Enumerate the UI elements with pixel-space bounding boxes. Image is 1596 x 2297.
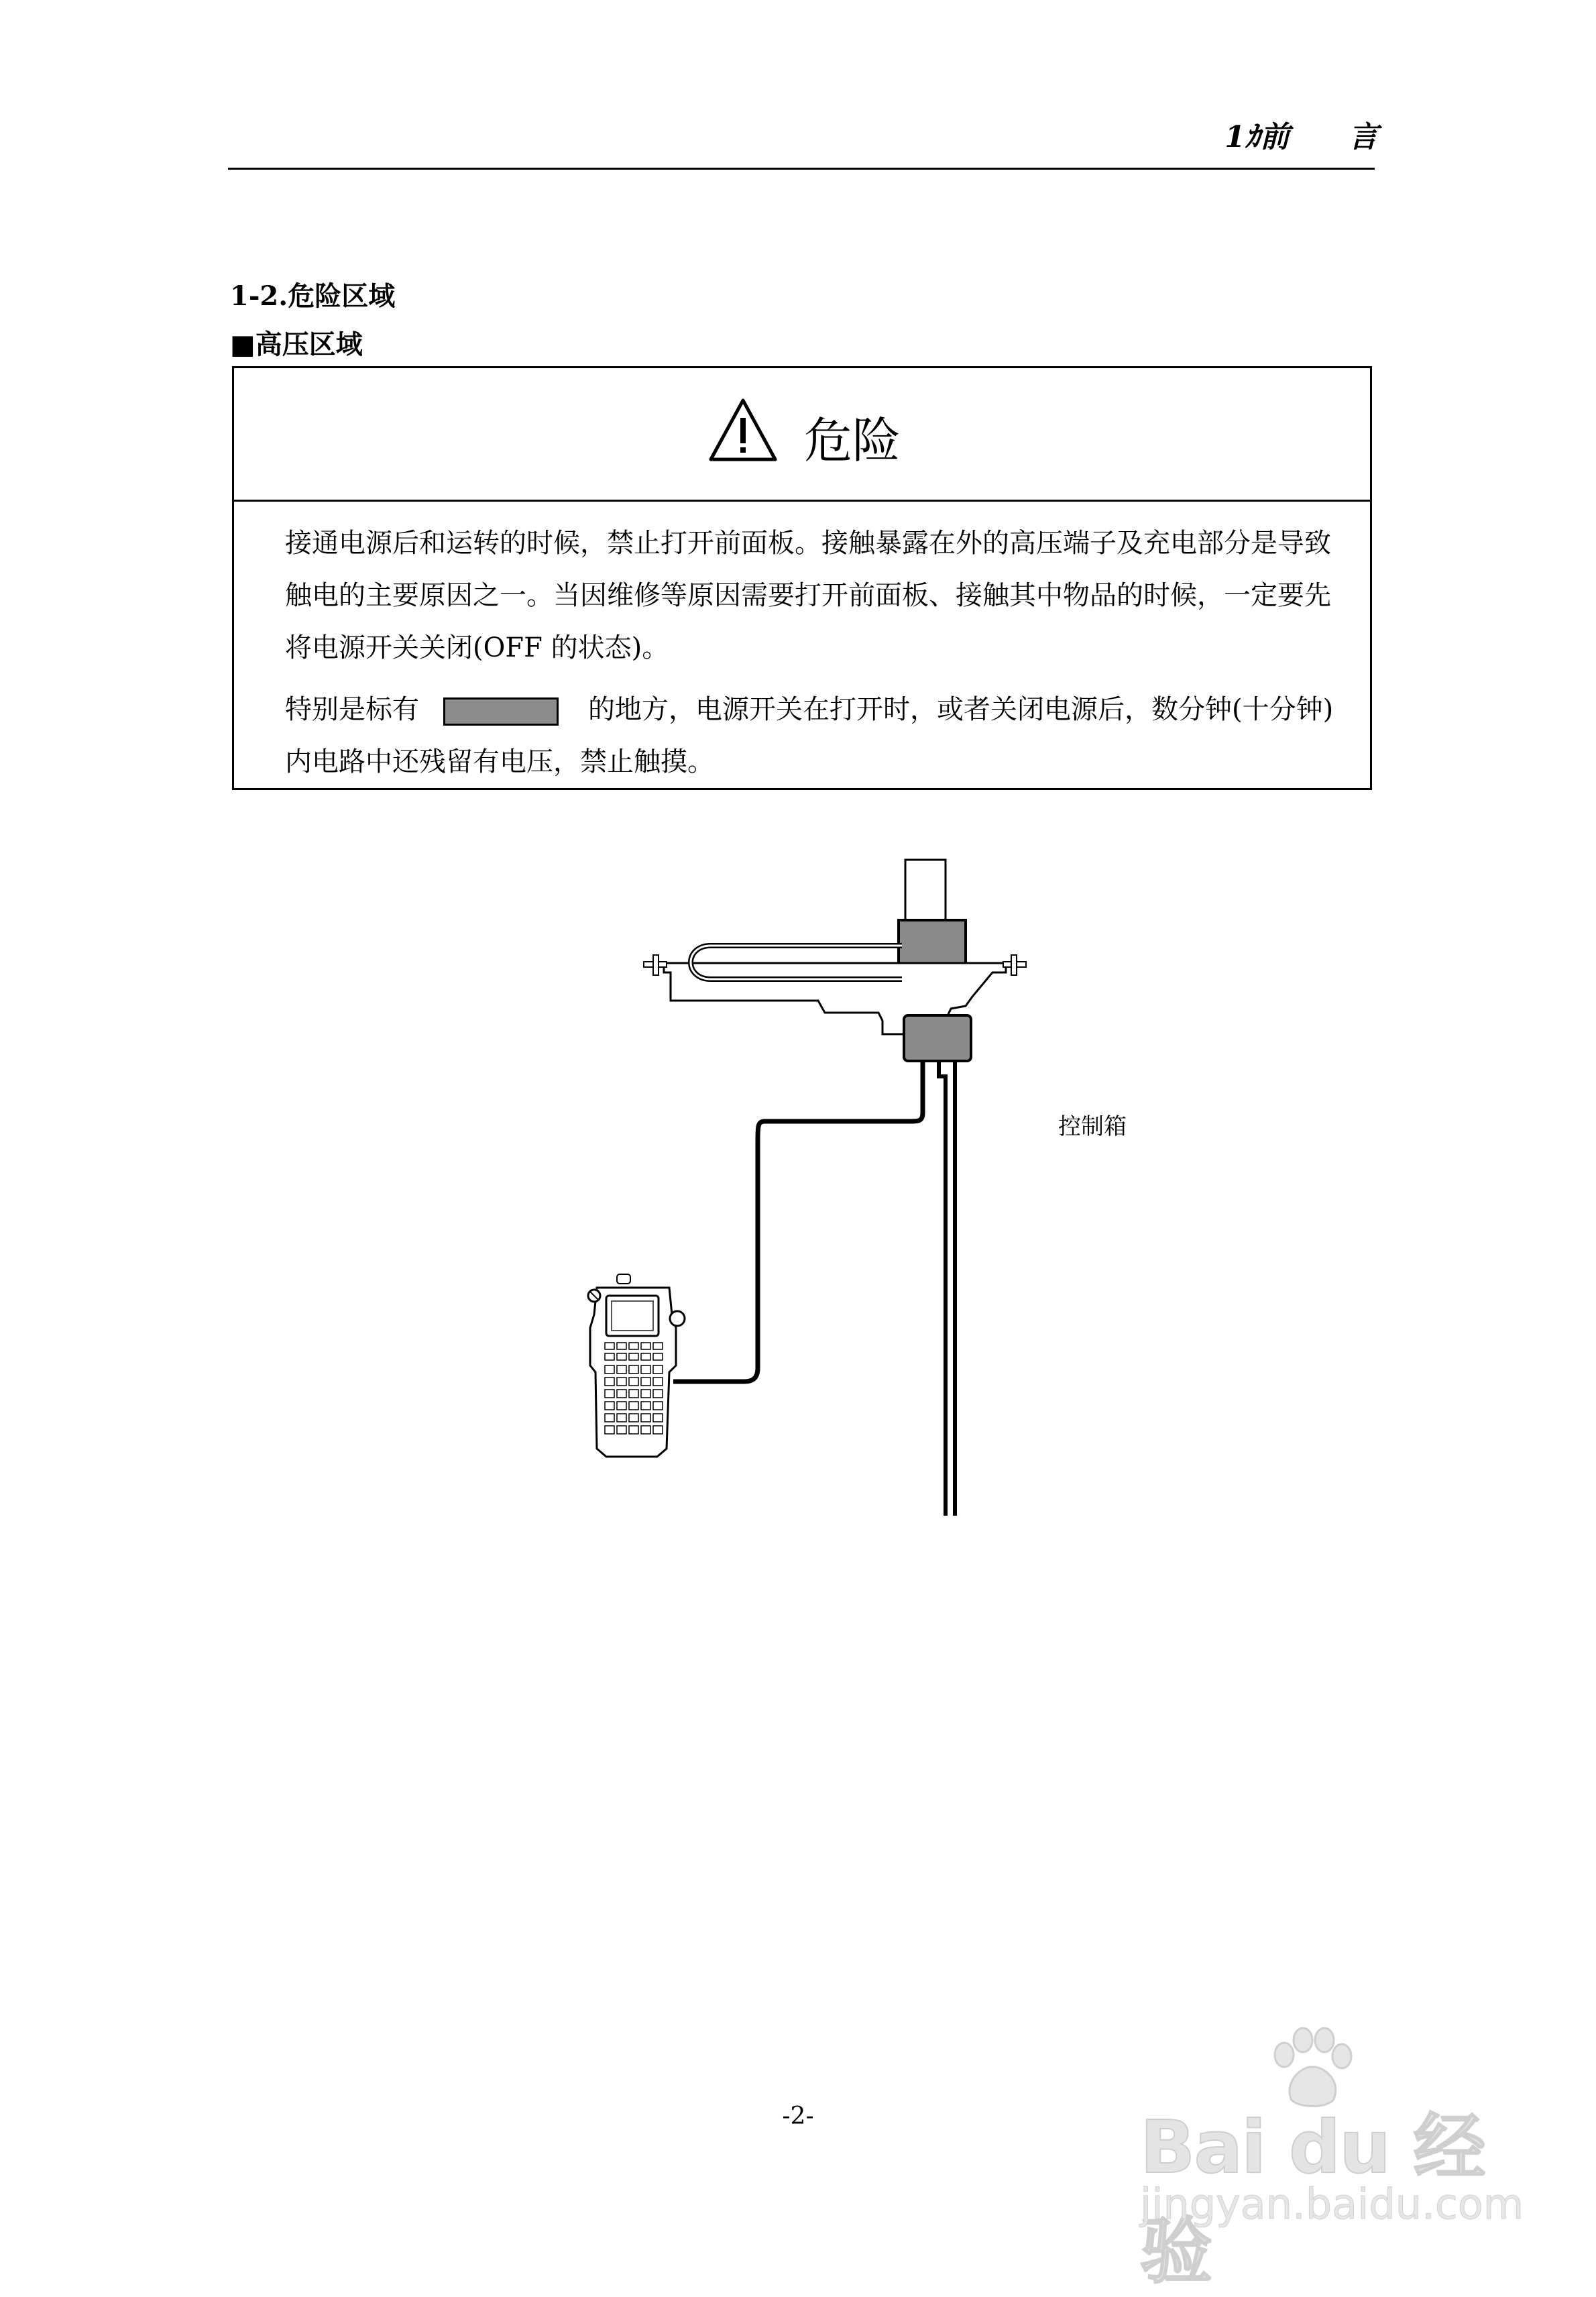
section-title: 1-2.危险区域 (230, 280, 396, 312)
control-box-label: 控制箱 (1058, 1113, 1127, 1140)
danger-paragraph-2 (285, 683, 1345, 788)
watermark-url: jingyan.baidu.com (1140, 2180, 1524, 2229)
pendant-cable (673, 1061, 923, 1382)
header-title: 1ｶ前 言 (1224, 120, 1378, 154)
danger-paragraph-1: 接通电源后和运转的时候，禁止打开前面板。接触暴露在外的高压端子及充电部分是导致触电的主要原因之一。当因维修等原因需要打开前面板、接触其中物品的时候，一定要先将电源开关关闭(OFF 的状态)。 (285, 528, 1331, 663)
danger-paragraph-2-start: 特别是标有 (285, 694, 419, 725)
danger-box (232, 366, 1372, 790)
high-voltage-mark-swatch (443, 697, 559, 726)
control-box (904, 1015, 971, 1061)
warning-triangle-icon (708, 398, 778, 462)
danger-header (234, 368, 1370, 502)
danger-body (285, 517, 1345, 788)
header-rule (228, 168, 1375, 170)
teach-pendant (588, 1274, 685, 1457)
danger-label: 危险 (804, 412, 901, 469)
watermark-brand: Bai du 经验 (1140, 2106, 1485, 2294)
danger-paragraph-2-end: 的地方，电源开关在打开时，或者关闭电源后，数分钟(十分钟)内电路中还残留有电压，禁止触摸。 (285, 694, 1334, 777)
vertical-column (905, 860, 946, 920)
vertical-cable-left (939, 1061, 946, 1516)
page-number: -2- (782, 2103, 814, 2130)
subsection-title: ■高压区域 (230, 329, 363, 360)
baidu-watermark (1140, 2025, 1524, 2294)
robot-control-box-illustration (563, 845, 1046, 1522)
page-header (0, 0, 1596, 174)
